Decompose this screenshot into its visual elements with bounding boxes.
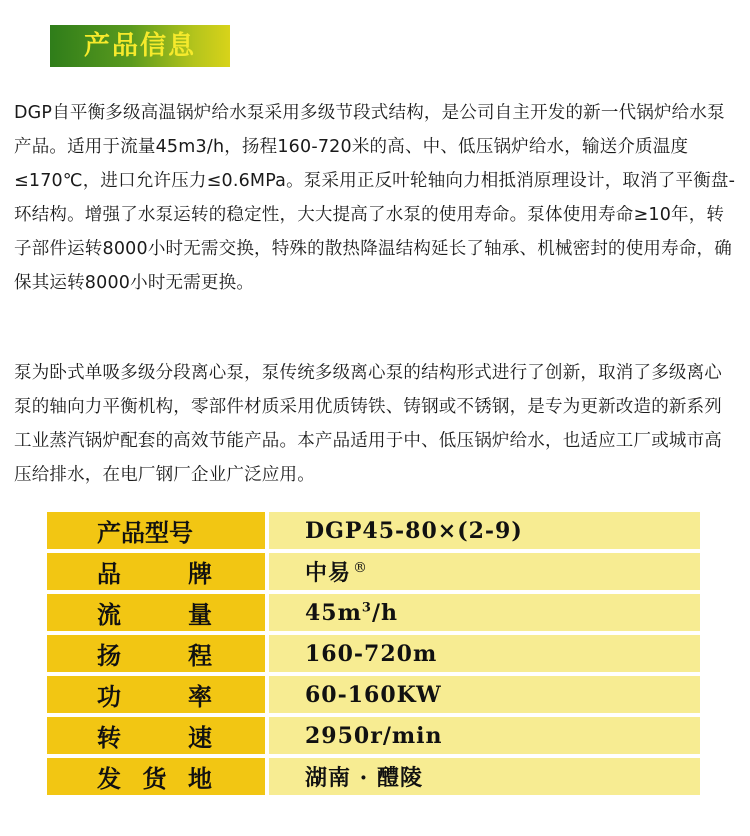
spec-value-speed: 2950r/min <box>269 717 700 754</box>
spec-row-power <box>47 676 700 713</box>
spec-label-origin: 发 货 地 <box>47 758 269 795</box>
spec-value-origin: 湖南 · 醴陵 <box>269 758 700 795</box>
section-title-banner <box>50 25 230 67</box>
spec-value-flow: $45m^3/h$ <box>269 594 700 631</box>
description-paragraph-1: DGP自平衡多级高温锅炉给水泵采用多级节段式结构，是公司自主开发的新一代锅炉给水泵产品。适用于流量45m3/h，扬程160-720米的高、中、低压锅炉给水，输送介质温度≤170℃，进口允许压力≤0.6MPa。泵采用正反叶轮轴向力相抵消原理设计，取消了平衡盘-环结构。增强了水泵运转的稳定性，大大提高了水泵的使用寿命。泵体使用寿命≥10年，转子部件运转8000小时无需交换，特殊的散热降温结构延长了轴承、机械密封的使用寿命，确保其运转8000小时无需更换。 <box>14 103 736 293</box>
spec-label-head: 扬 程 <box>47 635 269 672</box>
section-title: 产品信息 <box>83 31 196 61</box>
spec-value-model: DGP45-80×(2-9) <box>269 512 700 549</box>
spec-row-speed <box>47 717 700 754</box>
spec-value-head: 160-720m <box>269 635 700 672</box>
description-paragraph-2: 泵为卧式单吸多级分段离心泵，泵传统多级离心泵的结构形式进行了创新，取消了多级离心泵的轴向力平衡机构，零部件材质采用优质铸铁、铸钢或不锈钢，是专为更新改造的新系列工业蒸汽锅炉配套的高效节能产品。本产品适用于中、低压锅炉给水，也适应工厂或城市高压给排水，在电厂钢厂企业广泛应用。 <box>14 363 722 485</box>
spec-value-brand: 中易 ® <box>269 553 700 590</box>
spec-row-brand <box>47 553 700 590</box>
spec-label-brand: 品 牌 <box>47 553 269 590</box>
spec-label-flow: 流 量 <box>47 594 269 631</box>
spec-row-model <box>47 512 700 549</box>
spec-label-power: 功 率 <box>47 676 269 713</box>
spec-table <box>47 508 700 799</box>
registered-mark: ® <box>353 559 369 576</box>
spec-row-head <box>47 635 700 672</box>
spec-row-origin <box>47 758 700 795</box>
spec-label-model: 产品型号 <box>47 512 269 549</box>
spec-value-power: 60-160KW <box>269 676 700 713</box>
spec-label-speed: 转 速 <box>47 717 269 754</box>
spec-row-flow <box>47 594 700 631</box>
